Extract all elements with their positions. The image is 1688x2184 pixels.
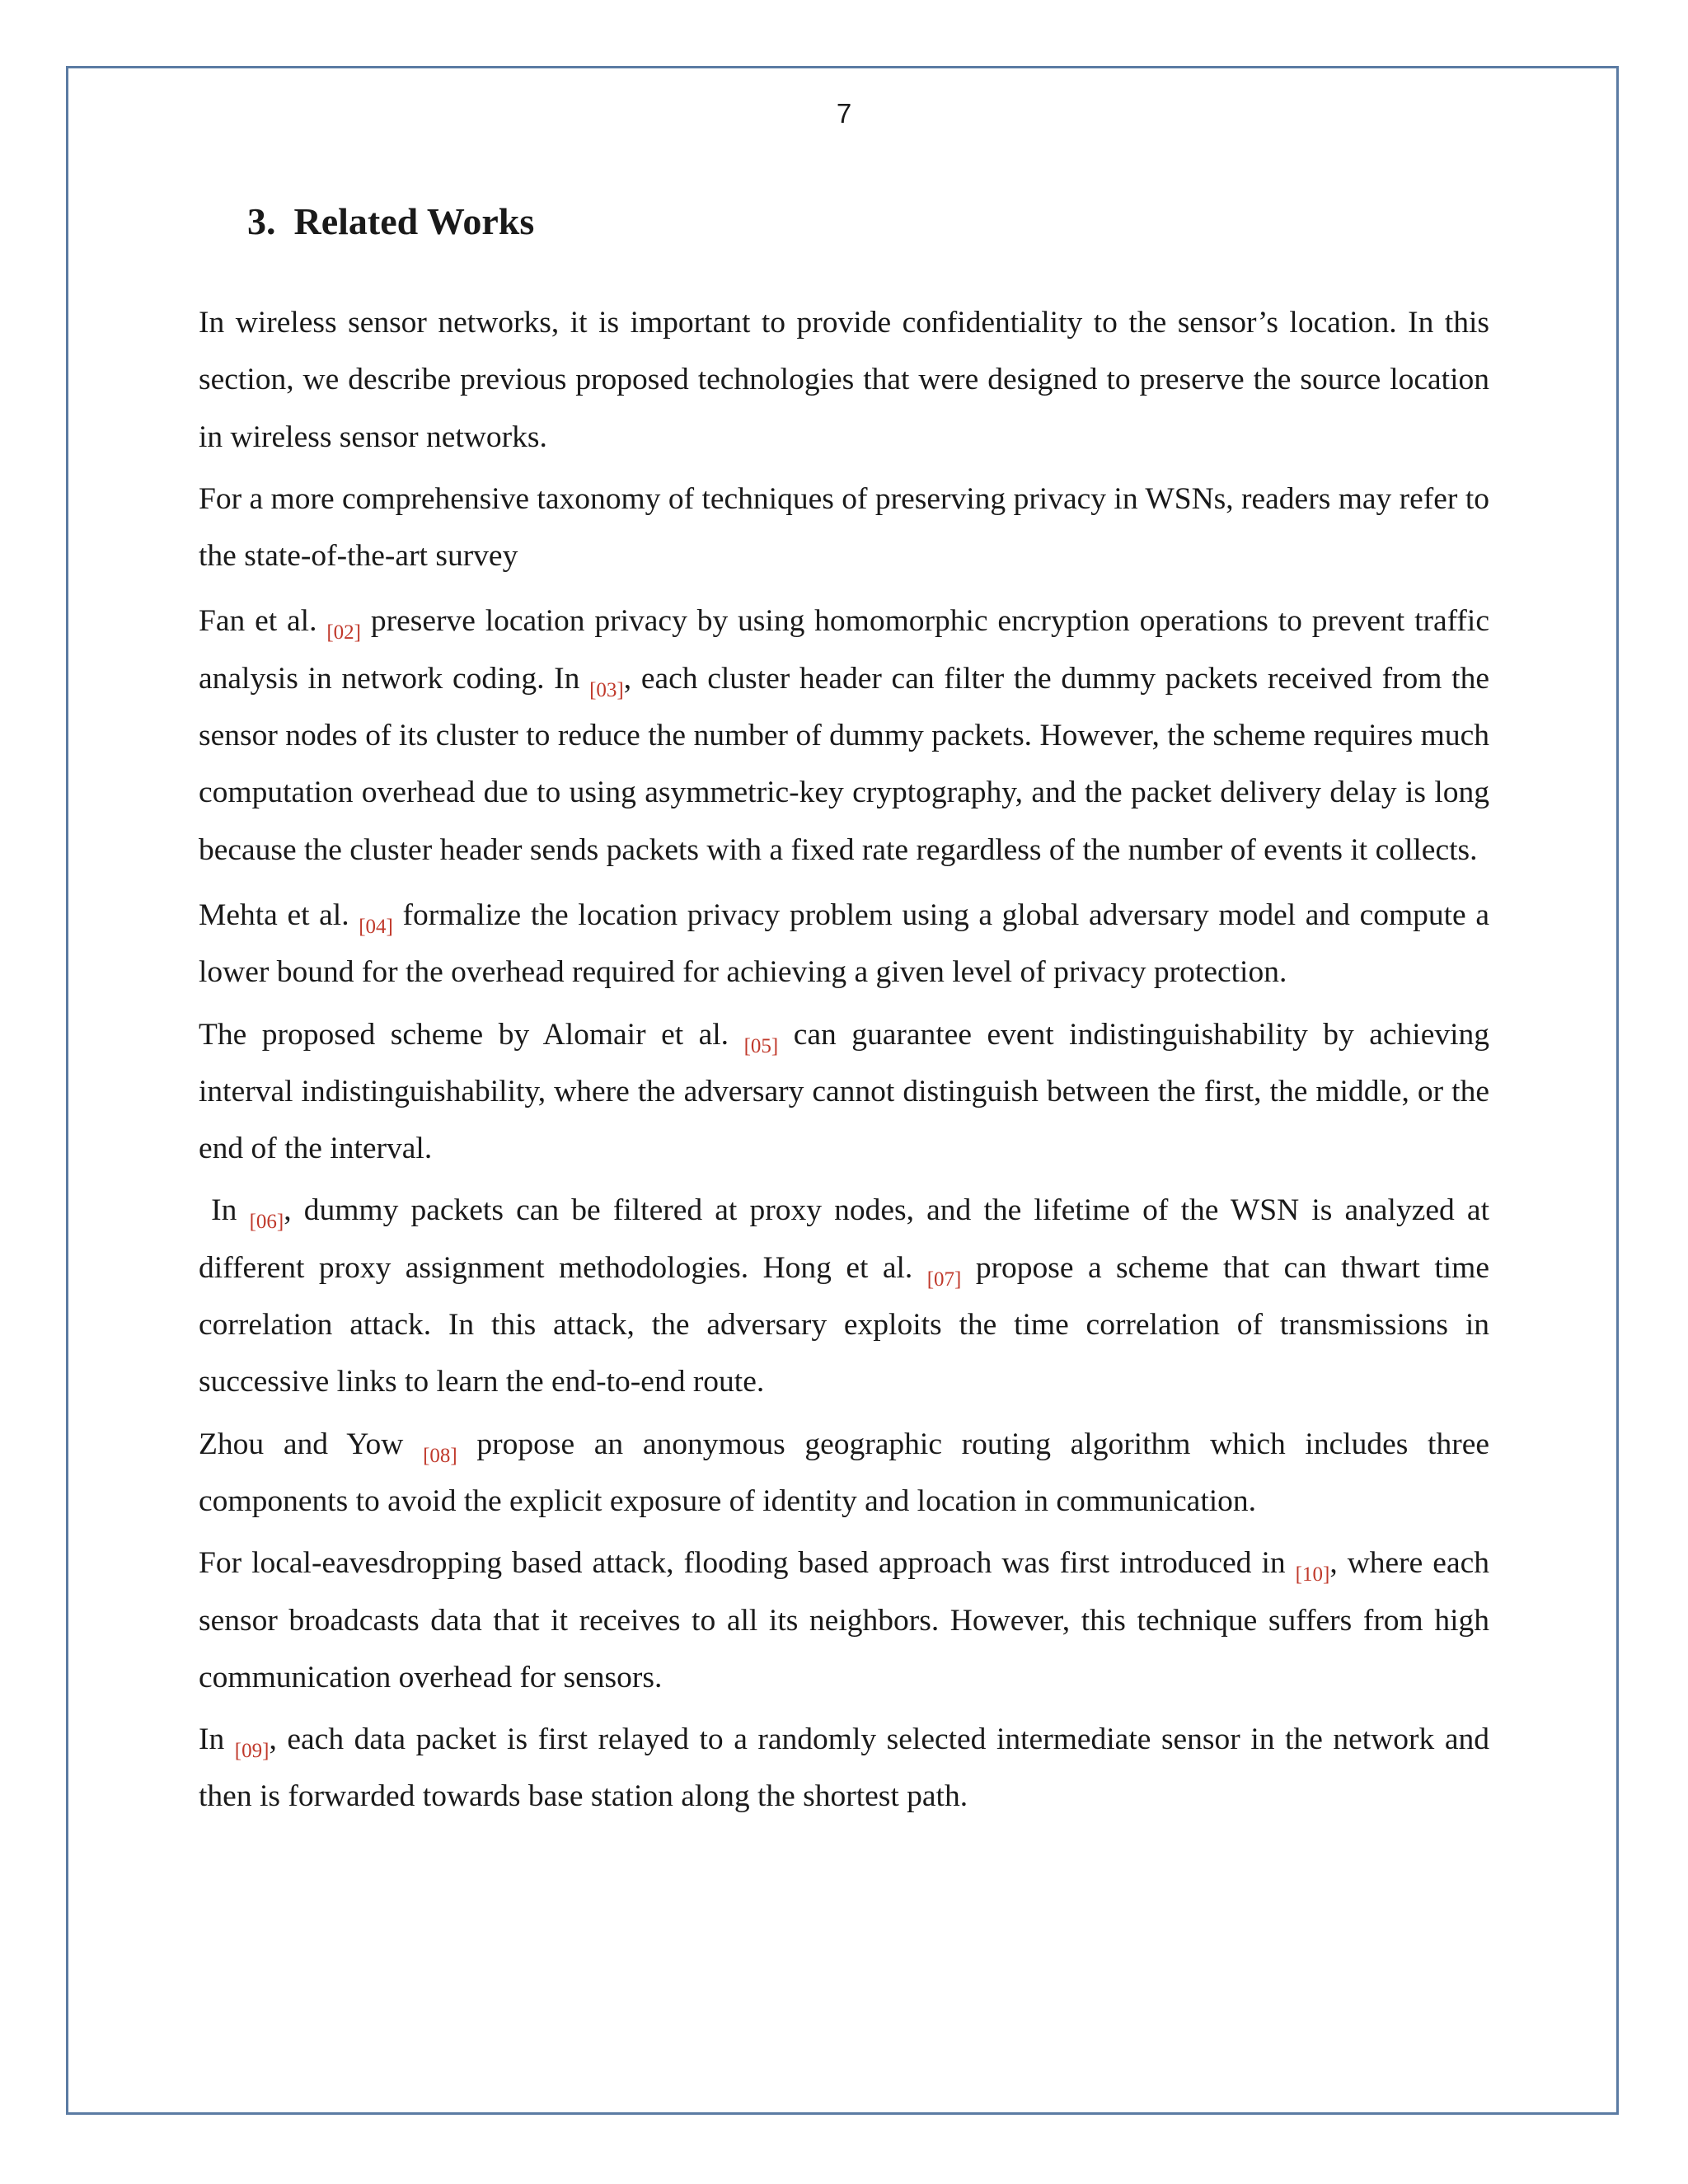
text-run: formalize the location privacy problem using a global adversary model and compute a lower bound for the overhead required for achieving a given level of privacy protection.	[199, 898, 1489, 990]
text-run: For local-eavesdropping based attack, flooding based approach was first introduced in	[199, 1546, 1296, 1581]
text-run: In	[199, 1193, 250, 1228]
citation-ref[interactable]: [03]	[589, 678, 624, 701]
citation-ref[interactable]: [08]	[423, 1444, 457, 1467]
text-run: For a more comprehensive taxonomy of techniques of preserving privacy in WSNs, readers may refer to the state-of-the-art survey	[199, 481, 1489, 574]
text-run: The proposed scheme by Alomair et al.	[199, 1017, 744, 1052]
text-run: , each data packet is first relayed to a randomly selected intermediate sensor in the network and then is forwarded towards base station along the shortest path.	[199, 1722, 1489, 1814]
citation-ref[interactable]: [09]	[234, 1740, 270, 1763]
citation-ref[interactable]: [05]	[743, 1034, 779, 1057]
text-run: In wireless sensor networks, it is important to provide confidentiality to the sensor’s location. In this section, we describe previous proposed technologies that were designed to preserve the source location in wireless sensor networks.	[199, 306, 1489, 454]
text-run: propose a scheme that can thwart time correlation attack. In this attack, the adversary exploits the time correlation of transmissions in successive links to learn the end-to-end route.	[199, 1250, 1489, 1399]
paragraph	[199, 1006, 1489, 1178]
text-run: Zhou and Yow	[199, 1427, 424, 1461]
paragraph	[199, 887, 1489, 1001]
text-run: preserve location privacy by using homomorphic encryption operations to prevent traffic analysis in network coding. In	[199, 604, 1489, 696]
paragraph	[199, 1182, 1489, 1410]
paragraph	[199, 593, 1489, 878]
paragraph	[199, 471, 1489, 585]
text-run: , dummy packets can be filtered at proxy nodes, and the lifetime of the WSN is analyzed at different proxy assignment methodologies. Hong et al.	[199, 1193, 1489, 1285]
text-run: In	[199, 1722, 235, 1757]
citation-ref[interactable]: [10]	[1295, 1563, 1330, 1586]
text-run: can guarantee event indistinguishability by achieving interval indistinguishability, where the adversary cannot distinguish between the first, the middle, or the end of the interval.	[199, 1017, 1490, 1166]
citation-ref[interactable]: [04]	[359, 915, 393, 938]
text-run: propose an anonymous geographic routing algorithm which includes three components to avoid the explicit exposure of identity and location in communication.	[199, 1427, 1489, 1518]
citation-ref[interactable]: [07]	[926, 1268, 962, 1291]
section-heading	[247, 198, 534, 246]
section-title: Related Works	[293, 200, 535, 242]
text-run: , where each sensor broadcasts data that it receives to all its neighbors. However, this technique suffers from high communication overhead for sensors.	[199, 1546, 1489, 1694]
text-run: Mehta et al.	[199, 898, 359, 932]
text-run: , each cluster header can filter the dummy packets received from the sensor nodes of its cluster to reduce the number of dummy packets. However, the scheme requires much computation overhead due to using asymmetric-key cryptography, and the packet delivery delay is long because the cluster header sends packets with a fixed rate regardless of the number of events it collects.	[199, 661, 1489, 867]
paragraph	[199, 1535, 1489, 1706]
body-text	[199, 294, 1489, 1825]
paragraph	[199, 294, 1489, 466]
paragraph	[199, 1416, 1489, 1530]
page-number: 7	[836, 98, 852, 129]
section-number: 3.	[247, 200, 276, 242]
paragraph	[199, 1711, 1489, 1825]
citation-ref[interactable]: [02]	[326, 621, 361, 644]
text-run: Fan et al.	[199, 604, 327, 639]
citation-ref[interactable]: [06]	[249, 1211, 284, 1234]
